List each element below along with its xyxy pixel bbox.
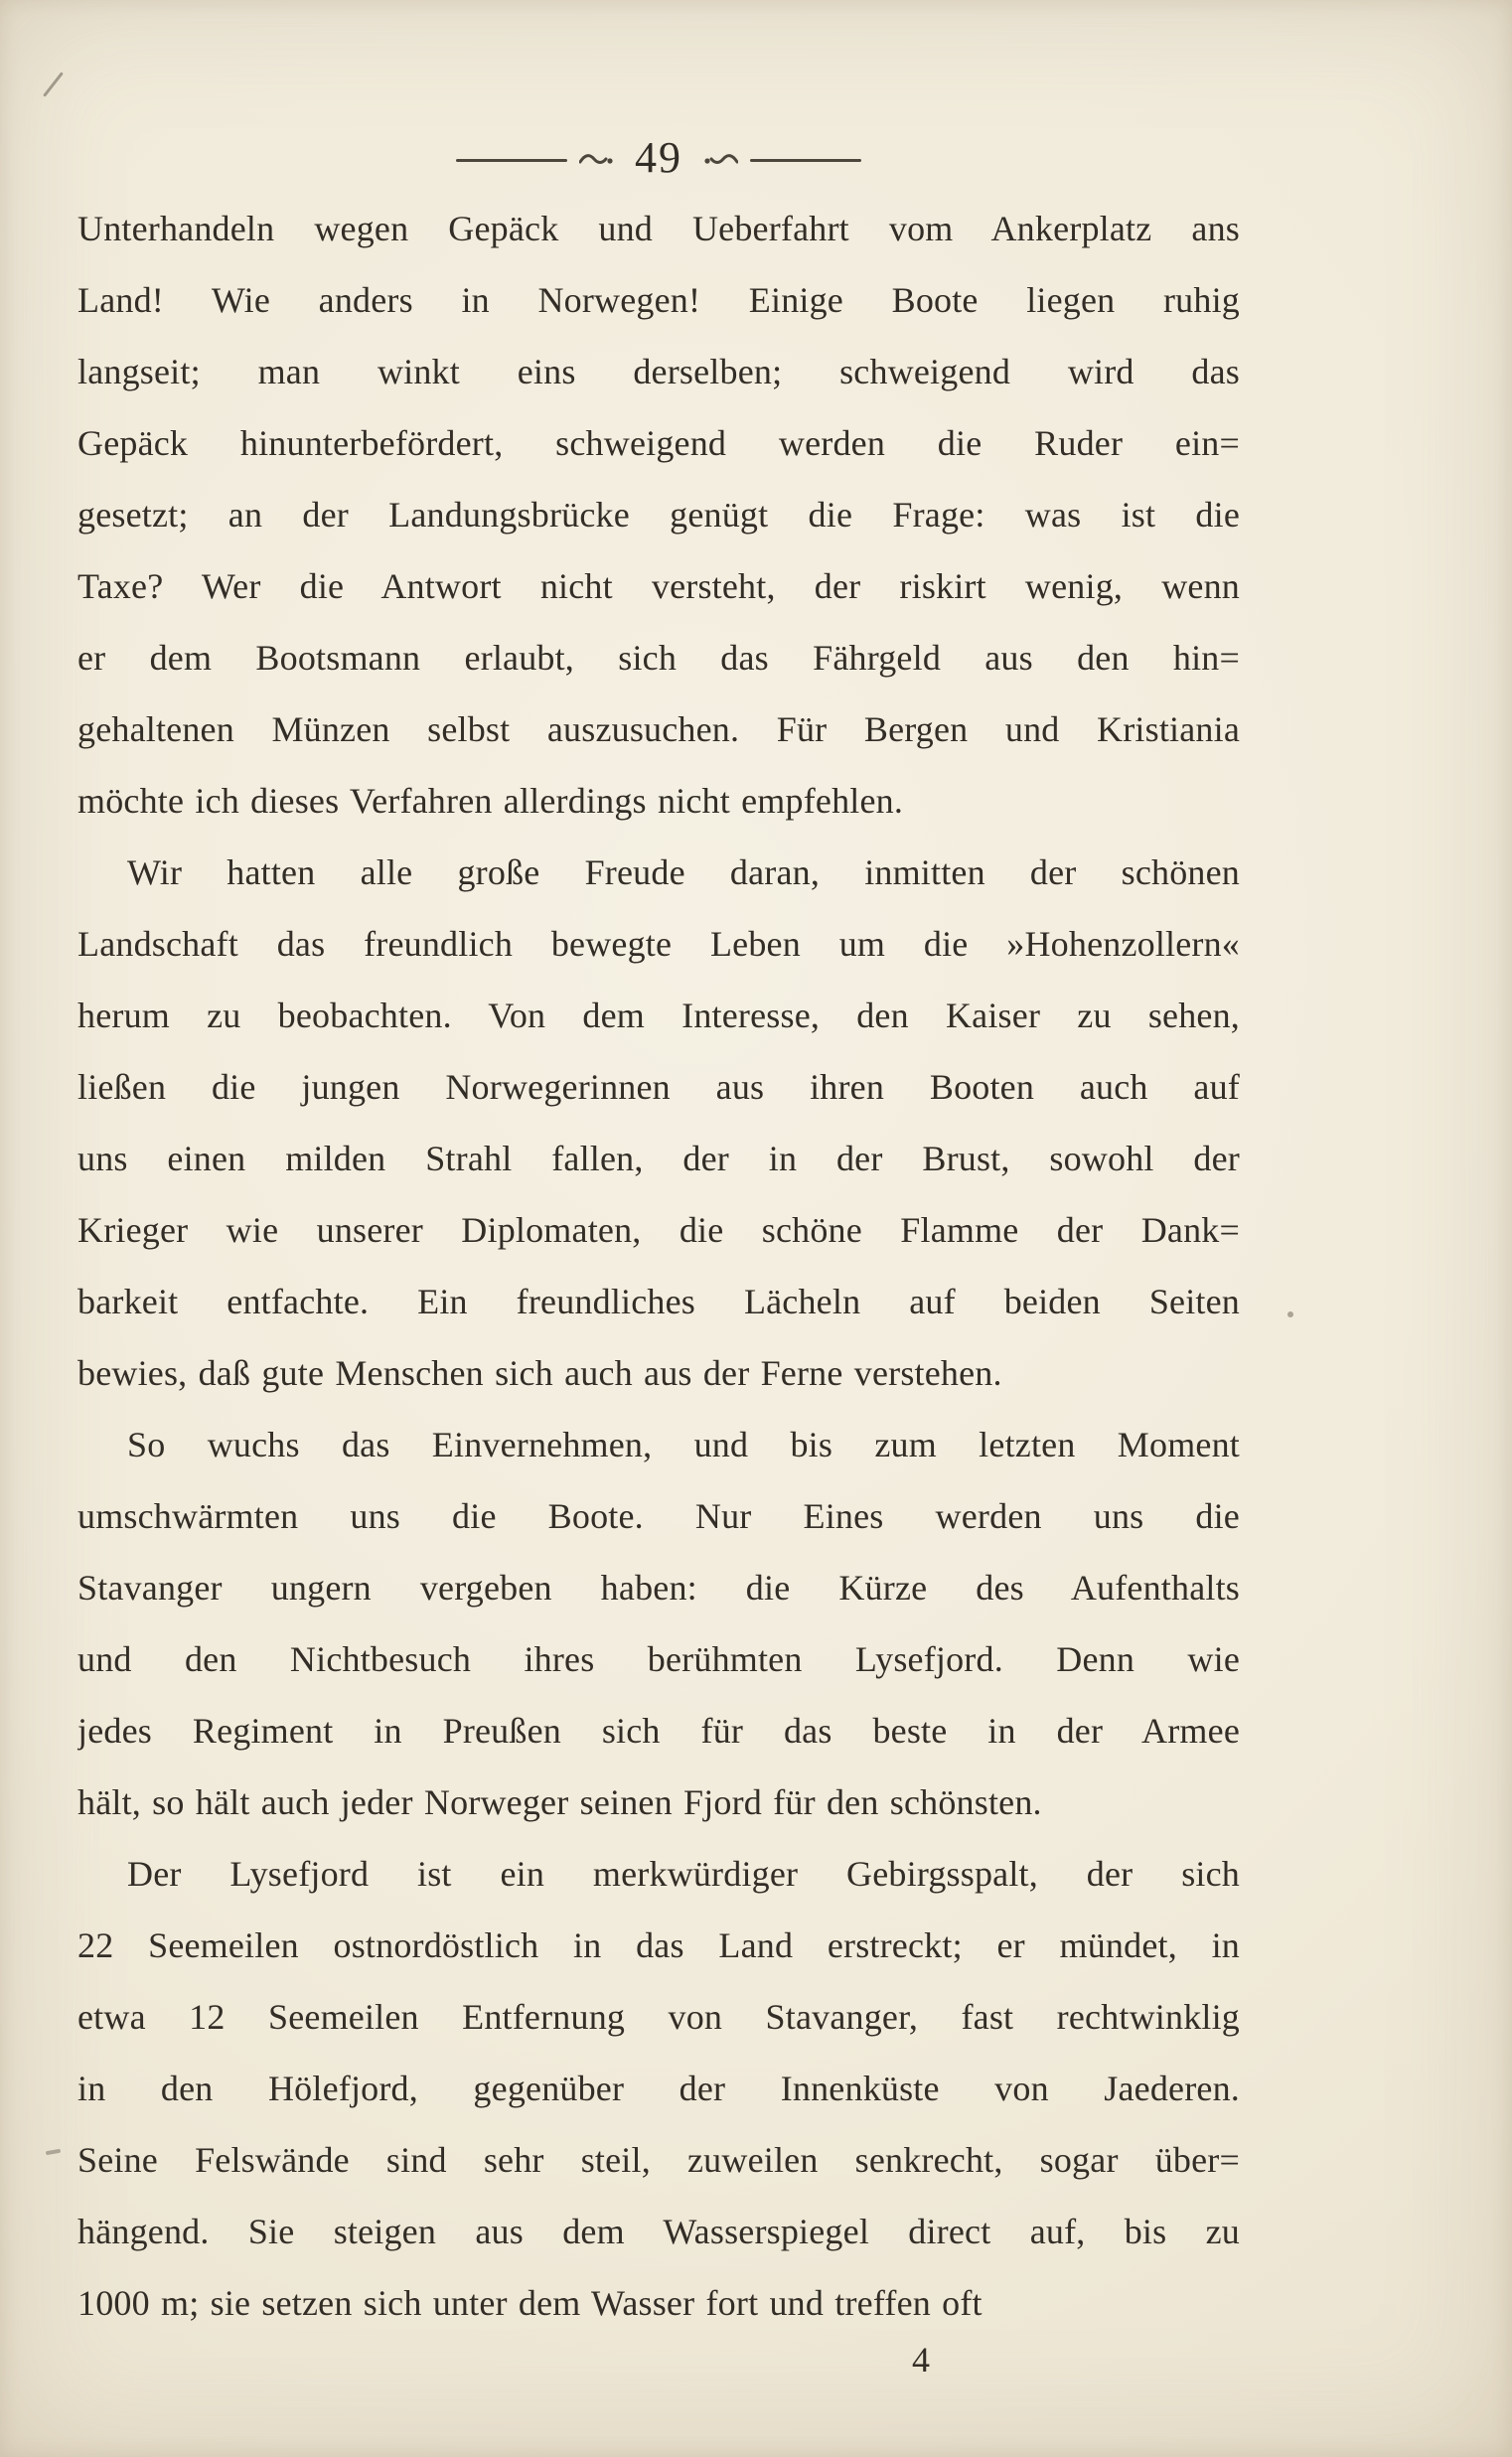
text-line: jedes Regiment in Preußen sich für das beste in der Armee	[77, 1711, 1240, 1751]
text-line: gesetzt; an der Landungsbrücke genügt die Frage: was ist die	[77, 495, 1240, 535]
text-line: Seine Felswände sind sehr steil, zuweilen senkrecht, sogar über=	[77, 2140, 1240, 2180]
text-line: herum zu beobachten. Von dem Interesse, den Kaiser zu sehen,	[77, 996, 1240, 1035]
signature-mark: 4	[912, 2340, 930, 2380]
text-line: Stavanger ungern vergeben haben: die Kürze des Aufenthalts	[77, 1568, 1240, 1608]
pen-mark	[43, 72, 64, 96]
text-line: Unterhandeln wegen Gepäck und Ueberfahrt vom Ankerplatz ans	[77, 209, 1240, 248]
text-line: etwa 12 Seemeilen Entfernung von Stavanger, fast rechtwinklig	[77, 1997, 1240, 2037]
text-line: hängend. Sie steigen aus dem Wasserspiegel direct auf, bis zu	[77, 2212, 1240, 2251]
text-line: umschwärmten uns die Boote. Nur Eines werden uns die	[77, 1496, 1240, 1536]
paper-speck	[1287, 1311, 1293, 1317]
text-line: ließen die jungen Norwegerinnen aus ihren Booten auch auf	[77, 1067, 1240, 1107]
text-line: barkeit entfachte. Ein freundliches Lächeln auf beiden Seiten	[77, 1282, 1240, 1321]
text-line: Landschaft das freundlich bewegte Leben um die »Hohenzollern«	[77, 924, 1240, 964]
text-line: Taxe? Wer die Antwort nicht versteht, der riskirt wenig, wenn	[77, 566, 1240, 606]
text-line: Gepäck hinunterbefördert, schweigend werden die Ruder ein=	[77, 423, 1240, 463]
ornament-left-icon	[579, 148, 613, 174]
text-line: 22 Seemeilen ostnordöstlich in das Land erstreckt; er mündet, in	[77, 1925, 1240, 1965]
text-line: in den Hölefjord, gegenüber der Innenküste von Jaederen.	[77, 2069, 1240, 2108]
text-line: gehaltenen Münzen selbst auszusuchen. Für Bergen und Kristiania	[77, 709, 1240, 749]
ornament-right-icon	[704, 148, 738, 174]
text-line: langseit; man winkt eins derselben; schweigend wird das	[77, 352, 1240, 391]
text-line: Krieger wie unserer Diplomaten, die schöne Flamme der Dank=	[77, 1210, 1240, 1250]
text-line: möchte ich dieses Verfahren allerdings nicht empfehlen.	[77, 781, 904, 821]
ornament-rule-right	[750, 159, 861, 162]
text-block	[77, 193, 1240, 2339]
text-line: Der Lysefjord ist ein merkwürdiger Gebirgsspalt, der sich	[127, 1854, 1240, 1894]
text-line: Wir hatten alle große Freude daran, inmitten der schönen	[127, 852, 1240, 892]
text-line: 1000 m; sie setzen sich unter dem Wasser fort und treffen oft	[77, 2283, 983, 2323]
text-line: hält, so hält auch jeder Norweger seinen Fjord für den schönsten.	[77, 1782, 1042, 1822]
page-header	[0, 135, 1317, 186]
text-line: er dem Bootsmann erlaubt, sich das Fährgeld aus den hin=	[77, 638, 1240, 678]
ornament-rule-left	[456, 159, 567, 162]
page-number: 49	[635, 133, 682, 182]
text-line: So wuchs das Einvernehmen, und bis zum letzten Moment	[127, 1425, 1240, 1464]
text-line: und den Nichtbesuch ihres berühmten Lysefjord. Denn wie	[77, 1639, 1240, 1679]
text-line: Land! Wie anders in Norwegen! Einige Boote liegen ruhig	[77, 280, 1240, 320]
text-line: bewies, daß gute Menschen sich auch aus der Ferne verstehen.	[77, 1353, 1002, 1393]
text-line: uns einen milden Strahl fallen, der in der Brust, sowohl der	[77, 1139, 1240, 1178]
margin-mark	[46, 2149, 61, 2156]
